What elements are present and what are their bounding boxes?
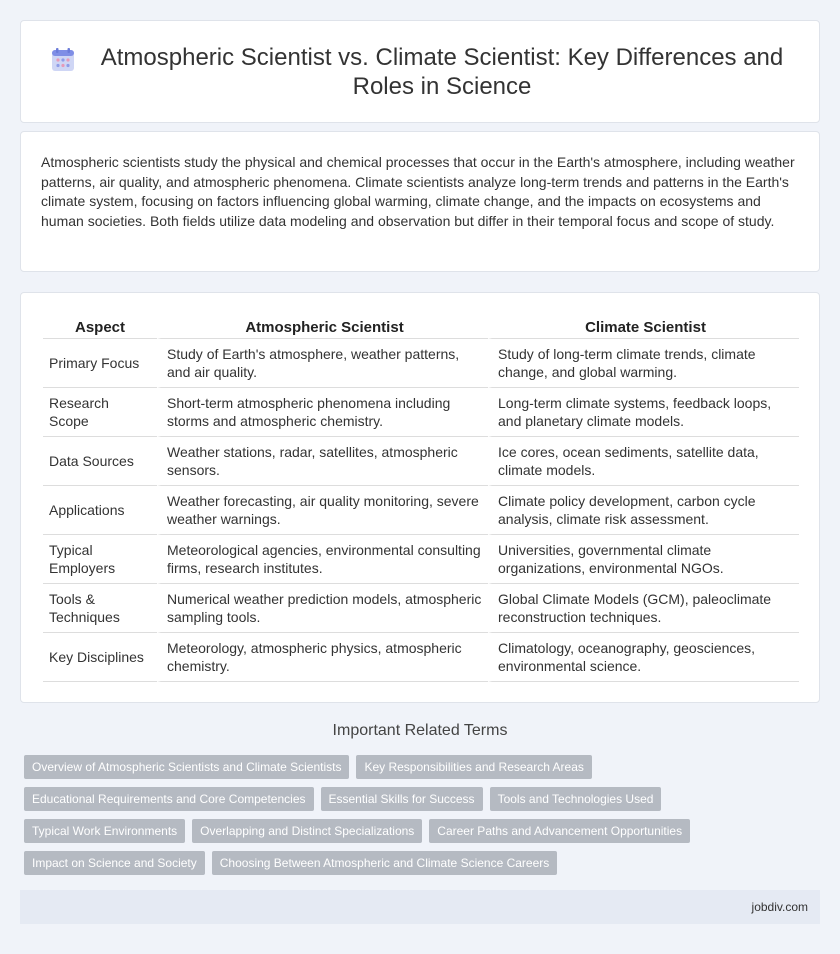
climate-cell: Long-term climate systems, feedback loops, and planetary climate models. bbox=[488, 388, 799, 437]
related-term-tag[interactable]: Key Responsibilities and Research Areas bbox=[356, 755, 591, 779]
aspect-cell: Typical Employers bbox=[43, 535, 157, 584]
aspect-cell: Tools & Techniques bbox=[43, 584, 157, 633]
atmospheric-cell: Meteorology, atmospheric physics, atmospheric chemistry. bbox=[157, 633, 488, 682]
aspect-cell: Primary Focus bbox=[43, 339, 157, 388]
climate-cell: Climatology, oceanography, geosciences, environmental science. bbox=[488, 633, 799, 682]
page-title: Atmospheric Scientist vs. Climate Scientist: Key Differences and Roles in Science bbox=[100, 43, 784, 100]
related-term-tag[interactable]: Choosing Between Atmospheric and Climate Science Careers bbox=[212, 851, 558, 875]
header-atmospheric: Atmospheric Scientist bbox=[157, 313, 488, 339]
table-row bbox=[43, 486, 799, 535]
header-card bbox=[20, 20, 820, 123]
atmospheric-cell: Weather stations, radar, satellites, atmospheric sensors. bbox=[157, 437, 488, 486]
climate-cell: Global Climate Models (GCM), paleoclimate reconstruction techniques. bbox=[488, 584, 799, 633]
atmospheric-cell: Short-term atmospheric phenomena including storms and atmospheric chemistry. bbox=[157, 388, 488, 437]
table-row bbox=[43, 633, 799, 682]
header-climate: Climate Scientist bbox=[488, 313, 799, 339]
climate-cell: Climate policy development, carbon cycle analysis, climate risk assessment. bbox=[488, 486, 799, 535]
related-term-tag[interactable]: Impact on Science and Society bbox=[24, 851, 205, 875]
atmospheric-cell: Meteorological agencies, environmental consulting firms, research institutes. bbox=[157, 535, 488, 584]
table-row bbox=[43, 388, 799, 437]
table-row bbox=[43, 535, 799, 584]
footer bbox=[20, 890, 820, 924]
table-header-row bbox=[43, 313, 799, 339]
table-row bbox=[43, 339, 799, 388]
related-term-tag[interactable]: Overlapping and Distinct Specializations bbox=[192, 819, 422, 843]
related-term-tag[interactable]: Typical Work Environments bbox=[24, 819, 185, 843]
tag-row bbox=[24, 819, 814, 843]
climate-cell: Universities, governmental climate organizations, environmental NGOs. bbox=[488, 535, 799, 584]
comparison-card bbox=[20, 292, 820, 703]
aspect-cell: Research Scope bbox=[43, 388, 157, 437]
intro-card bbox=[20, 131, 820, 272]
related-terms-title: Important Related Terms bbox=[332, 722, 508, 739]
climate-cell: Study of long-term climate trends, climate change, and global warming. bbox=[488, 339, 799, 388]
related-term-tag[interactable]: Educational Requirements and Core Competencies bbox=[24, 787, 314, 811]
tag-row bbox=[24, 787, 814, 811]
climate-cell: Ice cores, ocean sediments, satellite data, climate models. bbox=[488, 437, 799, 486]
tag-row bbox=[24, 755, 814, 779]
footer-site-link[interactable]: jobdiv.com bbox=[751, 900, 808, 914]
related-term-tag[interactable]: Overview of Atmospheric Scientists and Climate Scientists bbox=[24, 755, 349, 779]
atmospheric-cell: Study of Earth's atmosphere, weather patterns, and air quality. bbox=[157, 339, 488, 388]
related-term-tag[interactable]: Tools and Technologies Used bbox=[490, 787, 662, 811]
table-row bbox=[43, 584, 799, 633]
related-terms-list bbox=[24, 755, 814, 883]
tag-row bbox=[24, 851, 814, 875]
aspect-cell: Data Sources bbox=[43, 437, 157, 486]
comparison-table bbox=[43, 313, 799, 682]
related-term-tag[interactable]: Essential Skills for Success bbox=[321, 787, 483, 811]
atmospheric-cell: Weather forecasting, air quality monitoring, severe weather warnings. bbox=[157, 486, 488, 535]
table-row bbox=[43, 437, 799, 486]
header-aspect: Aspect bbox=[43, 313, 157, 339]
intro-text: Atmospheric scientists study the physical and chemical processes that occur in the Earth's atmosphere, including weather patterns, air quality, and atmospheric phenomena. Climate scientists analyze long-term trends and patterns in the Earth's climate system, focusing on factors influencing global warming, climate change, and the impacts on ecosystems and human societies. Both fields utilize data modeling and observation but differ in their temporal focus and scope of study. bbox=[41, 154, 795, 229]
calendar-grid-icon bbox=[50, 47, 76, 73]
related-term-tag[interactable]: Career Paths and Advancement Opportunities bbox=[429, 819, 690, 843]
aspect-cell: Key Disciplines bbox=[43, 633, 157, 682]
aspect-cell: Applications bbox=[43, 486, 157, 535]
atmospheric-cell: Numerical weather prediction models, atmospheric sampling tools. bbox=[157, 584, 488, 633]
